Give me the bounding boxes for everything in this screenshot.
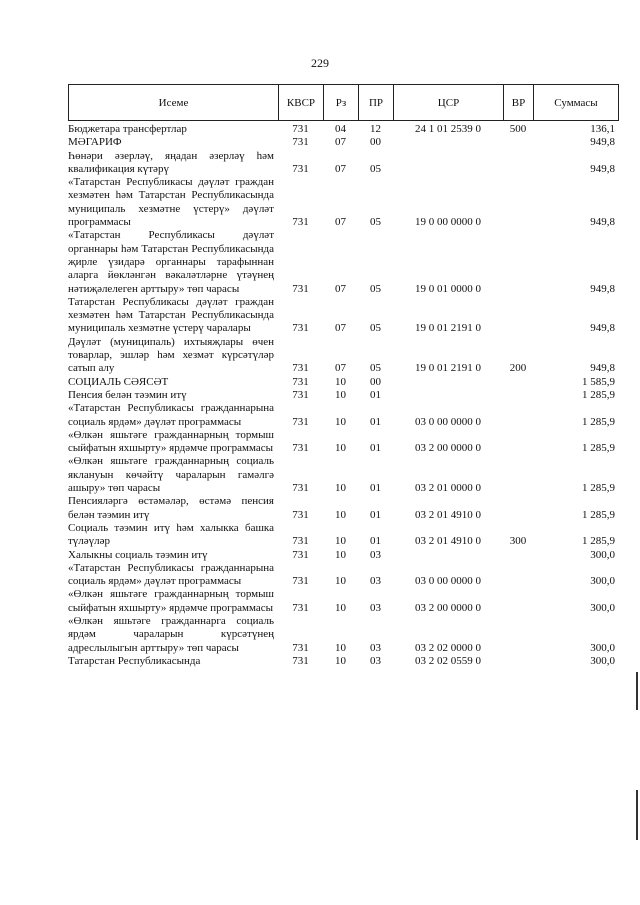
cell-sum: 300,0 xyxy=(590,641,615,654)
cell-kvsr: 731 xyxy=(292,136,309,149)
cell-kvsr: 731 xyxy=(292,362,309,375)
cell-name: «Өлкән яшьтәге гражданнарга социаль ярдәм чараларын күрсәтүнең адреслылыгын арттыру» төп чарасы xyxy=(68,614,274,654)
cell-rz: 10 xyxy=(335,388,346,401)
table-row xyxy=(68,549,618,562)
cell-sum: 1 285,9 xyxy=(582,508,615,521)
cell-kvsr: 731 xyxy=(292,641,309,654)
cell-kvsr: 731 xyxy=(292,123,309,135)
table-row xyxy=(68,402,618,429)
cell-csr: 19 0 00 0000 0 xyxy=(415,216,481,229)
cell-pr: 00 xyxy=(370,136,381,149)
table-row xyxy=(68,150,618,177)
cell-name: Дәүләт (муниципаль) ихтыяҗлары өчен товарлар, эшләр һәм хезмәт күрсәтүләр сатып алу xyxy=(68,335,274,375)
cell-vr xyxy=(503,389,533,402)
cell-pr: 03 xyxy=(370,575,381,588)
cell-name: Бюджетара трансфертлар xyxy=(68,123,187,135)
cell-pr: 12 xyxy=(370,123,381,135)
cell-kvsr: 731 xyxy=(292,442,309,455)
cell-sum: 1 585,9 xyxy=(582,375,615,388)
cell-rz: 07 xyxy=(335,282,346,295)
cell-name: Пенсия белән тәэмин итү xyxy=(68,388,187,401)
cell-kvsr: 731 xyxy=(292,415,309,428)
cell-pr: 03 xyxy=(370,641,381,654)
cell-pr: 01 xyxy=(370,535,381,548)
cell-vr xyxy=(503,176,533,229)
cell-sum: 949,8 xyxy=(590,162,615,175)
cell-sum: 300,0 xyxy=(590,575,615,588)
cell-csr: 03 2 01 4910 0 xyxy=(415,508,481,521)
cell-vr xyxy=(503,136,533,149)
cell-vr xyxy=(503,402,533,429)
cell-sum: 1 285,9 xyxy=(582,415,615,428)
cell-sum: 1 285,9 xyxy=(582,482,615,495)
cell-rz: 10 xyxy=(335,654,346,667)
table-header xyxy=(68,84,619,121)
cell-kvsr: 731 xyxy=(292,575,309,588)
cell-rz: 10 xyxy=(335,442,346,455)
cell-csr xyxy=(393,549,503,562)
cell-csr: 03 2 00 0000 0 xyxy=(415,442,481,455)
table-row xyxy=(68,615,618,655)
column-header-name: Исеме xyxy=(69,85,279,121)
cell-vr: 500 xyxy=(509,123,527,135)
cell-vr xyxy=(503,376,533,389)
cell-rz: 10 xyxy=(335,482,346,495)
cell-name: «Татарстан Республикасы гражданнарына социаль ярдәм» дәүләт программасы xyxy=(68,402,274,428)
cell-csr xyxy=(393,150,503,177)
cell-name: «Өлкән яшьтәге гражданнарның тормыш сыйфатын яхшырту» ярдәмче программасы xyxy=(68,428,274,455)
cell-sum: 1 285,9 xyxy=(582,535,615,548)
column-header-pr: ПР xyxy=(359,85,394,121)
scan-edge-mark xyxy=(636,672,638,710)
cell-vr xyxy=(503,588,533,615)
cell-csr: 19 0 01 0000 0 xyxy=(415,282,481,295)
cell-rz: 10 xyxy=(335,575,346,588)
table-row xyxy=(68,296,618,336)
table-row xyxy=(68,455,618,495)
cell-pr: 00 xyxy=(370,375,381,388)
cell-sum: 949,8 xyxy=(590,282,615,295)
cell-name: «Татарстан Республикасы дәүләт граждан хезмәтен һәм Татарстан Республикасында муниципаль хезмәтне үстерү» дәүләт программасы xyxy=(68,176,274,229)
table-row xyxy=(68,376,618,389)
cell-vr xyxy=(503,150,533,177)
cell-rz: 10 xyxy=(335,508,346,521)
cell-name: Һөнәри әзерләү, яңадан әзерләү һәм квалификация күтәрү xyxy=(68,149,274,175)
cell-name: «Өлкән яшьтәге гражданнарның социаль яклануын көчәйтү чараларын гамәлгә ашыру» төп чарасы xyxy=(68,455,274,495)
cell-vr xyxy=(503,562,533,589)
cell-sum: 949,8 xyxy=(590,136,615,149)
cell-vr xyxy=(503,495,533,522)
cell-kvsr: 731 xyxy=(292,282,309,295)
cell-pr: 05 xyxy=(370,162,381,175)
cell-kvsr: 731 xyxy=(292,508,309,521)
cell-vr xyxy=(503,429,533,456)
cell-vr xyxy=(503,229,533,295)
cell-sum: 949,8 xyxy=(590,216,615,229)
cell-sum: 300,0 xyxy=(590,601,615,614)
cell-pr: 01 xyxy=(370,442,381,455)
table-row xyxy=(68,495,618,522)
cell-kvsr: 731 xyxy=(292,322,309,335)
cell-csr: 19 0 01 2191 0 xyxy=(415,322,481,335)
table-row xyxy=(68,389,618,402)
cell-sum: 1 285,9 xyxy=(582,442,615,455)
column-header-kvsr: КВСР xyxy=(279,85,324,121)
cell-csr xyxy=(393,389,503,402)
scan-edge-mark xyxy=(636,790,638,840)
cell-csr: 03 0 00 0000 0 xyxy=(415,575,481,588)
column-header-sum: Суммасы xyxy=(534,85,619,121)
cell-rz: 07 xyxy=(335,322,346,335)
table-row xyxy=(68,562,618,589)
cell-csr: 03 0 00 0000 0 xyxy=(415,415,481,428)
column-header-vr: ВР xyxy=(504,85,534,121)
cell-name: Татарстан Республикасында xyxy=(68,654,201,667)
cell-csr: 03 2 01 4910 0 xyxy=(415,535,481,548)
page-number: 229 xyxy=(311,56,329,70)
cell-pr: 03 xyxy=(370,548,381,561)
cell-pr: 01 xyxy=(370,482,381,495)
cell-pr: 01 xyxy=(370,388,381,401)
cell-sum: 300,0 xyxy=(590,654,615,667)
cell-name: Социаль тәэмин итү һәм халыкка башка түләүләр xyxy=(68,521,274,548)
cell-vr xyxy=(503,455,533,495)
cell-kvsr: 731 xyxy=(292,535,309,548)
cell-rz: 07 xyxy=(335,136,346,149)
cell-rz: 10 xyxy=(335,375,346,388)
cell-csr: 19 0 01 2191 0 xyxy=(415,362,481,375)
column-header-rz: Рз xyxy=(324,85,359,121)
cell-pr: 03 xyxy=(370,601,381,614)
cell-rz: 07 xyxy=(335,162,346,175)
cell-name: Халыкны социаль тәэмин итү xyxy=(68,548,208,561)
cell-rz: 10 xyxy=(335,535,346,548)
table-row xyxy=(68,123,618,136)
cell-vr xyxy=(503,615,533,655)
table-row xyxy=(68,429,618,456)
cell-pr: 01 xyxy=(370,508,381,521)
cell-pr: 05 xyxy=(370,282,381,295)
cell-pr: 05 xyxy=(370,216,381,229)
table-row xyxy=(68,655,618,668)
cell-pr: 01 xyxy=(370,415,381,428)
cell-rz: 10 xyxy=(335,415,346,428)
cell-kvsr: 731 xyxy=(292,375,309,388)
table-row xyxy=(68,522,618,549)
cell-csr xyxy=(393,136,503,149)
cell-pr: 05 xyxy=(370,362,381,375)
cell-name: Пенсияләргә өстәмәләр, өстәмә пенсия белән тәэмин итү xyxy=(68,495,274,521)
cell-sum: 949,8 xyxy=(590,322,615,335)
cell-vr xyxy=(503,296,533,336)
cell-kvsr: 731 xyxy=(292,216,309,229)
cell-name: СОЦИАЛЬ СӘЯСӘТ xyxy=(68,375,169,388)
cell-vr xyxy=(503,549,533,562)
budget-table-body xyxy=(68,123,618,668)
cell-sum: 300,0 xyxy=(590,548,615,561)
table-row xyxy=(68,136,618,149)
cell-csr: 03 2 02 0559 0 xyxy=(415,654,481,667)
cell-name: Татарстан Республикасы дәүләт граждан хезмәтен һәм Татарстан Республикасында муниципаль хезмәтне үстерү чаралары xyxy=(68,295,274,335)
cell-rz: 10 xyxy=(335,548,346,561)
cell-vr xyxy=(503,655,533,668)
cell-sum: 136,1 xyxy=(590,123,615,135)
cell-csr: 03 2 00 0000 0 xyxy=(415,601,481,614)
table-row xyxy=(68,229,618,295)
cell-name: «Өлкән яшьтәге гражданнарның тормыш сыйфатын яхшырту» ярдәмче программасы xyxy=(68,588,274,614)
cell-rz: 07 xyxy=(335,216,346,229)
cell-kvsr: 731 xyxy=(292,388,309,401)
cell-sum: 949,8 xyxy=(590,362,615,375)
column-header-csr: ЦСР xyxy=(394,85,504,121)
table-row xyxy=(68,588,618,615)
cell-csr: 03 2 02 0000 0 xyxy=(415,641,481,654)
cell-name: «Татарстан Республикасы гражданнарына социаль ярдәм» дәүләт программасы xyxy=(68,561,274,588)
cell-vr: 300 xyxy=(509,535,527,548)
cell-sum: 1 285,9 xyxy=(582,388,615,401)
cell-csr: 03 2 01 0000 0 xyxy=(415,482,481,495)
cell-kvsr: 731 xyxy=(292,601,309,614)
cell-rz: 10 xyxy=(335,641,346,654)
cell-pr: 05 xyxy=(370,322,381,335)
cell-name: МӘГАРИФ xyxy=(68,136,122,149)
table-row xyxy=(68,176,618,229)
cell-name: «Татарстан Республикасы дәүләт органнары һәм Татарстан Республикасында җирле үзидарә органнары тарафыннан аларга йөкләнгән вәкаләтләрне үтәүнең нәтиҗәлелеген арттыру» төп чарасы xyxy=(68,229,274,295)
cell-csr: 24 1 01 2539 0 xyxy=(415,123,481,135)
table-row xyxy=(68,336,618,376)
cell-rz: 07 xyxy=(335,362,346,375)
cell-vr: 200 xyxy=(509,362,527,375)
cell-kvsr: 731 xyxy=(292,162,309,175)
cell-pr: 03 xyxy=(370,654,381,667)
cell-rz: 10 xyxy=(335,601,346,614)
cell-rz: 04 xyxy=(335,123,346,135)
cell-kvsr: 731 xyxy=(292,654,309,667)
cell-csr xyxy=(393,376,503,389)
cell-kvsr: 731 xyxy=(292,548,309,561)
cell-kvsr: 731 xyxy=(292,482,309,495)
